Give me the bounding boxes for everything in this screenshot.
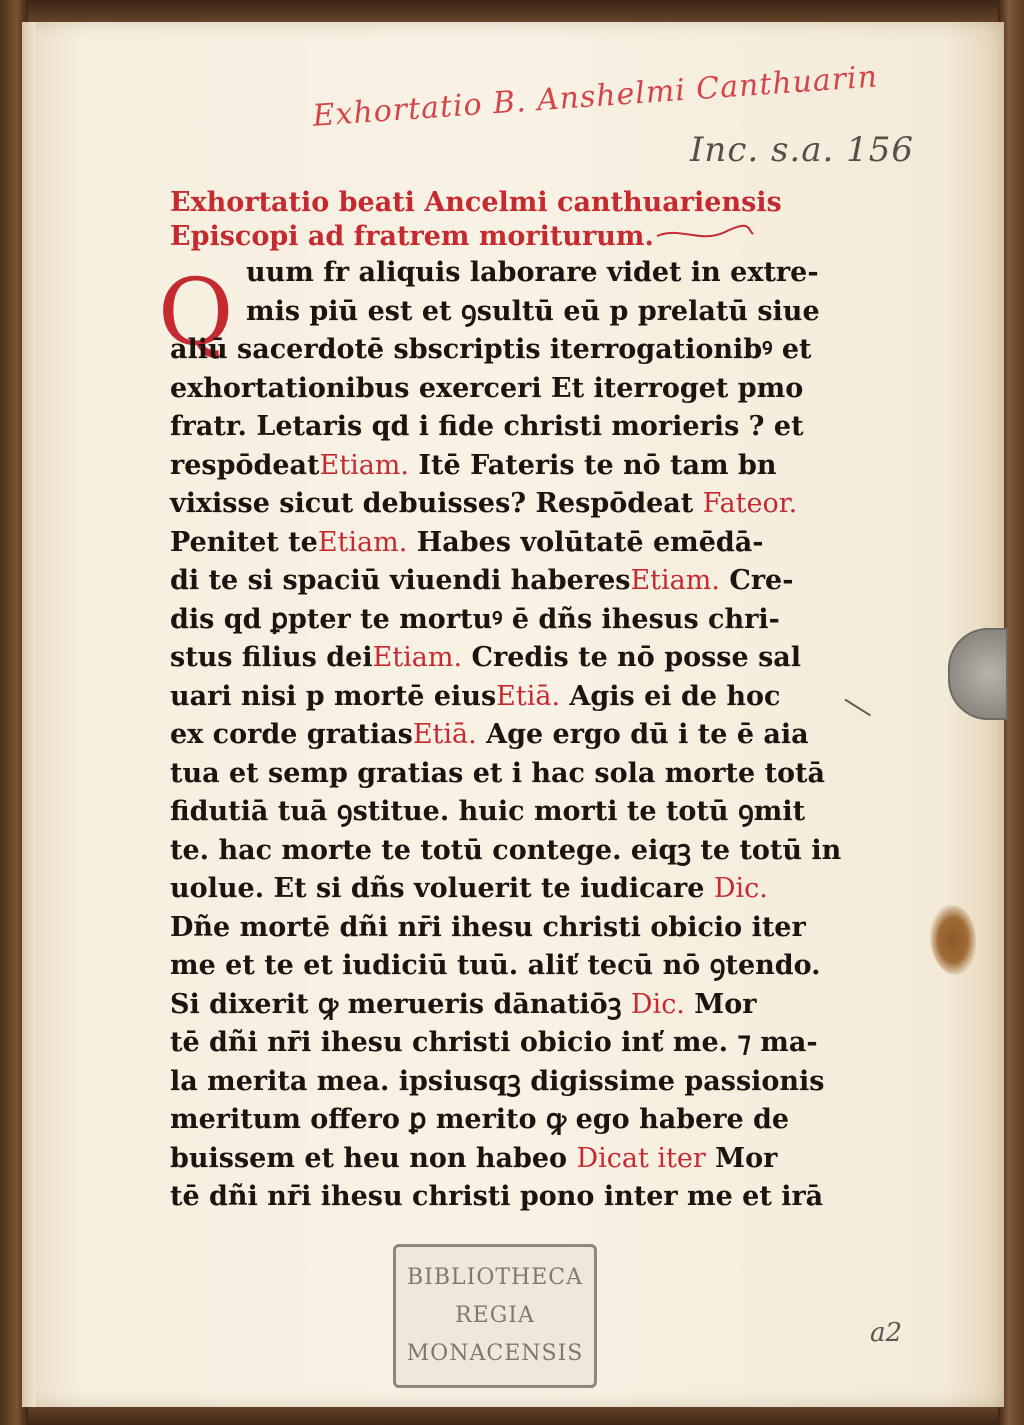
text-line xyxy=(170,986,820,1025)
text-line xyxy=(170,331,820,370)
rubric-word: Etiam. xyxy=(630,565,720,596)
text-segment: uari nisi p mortē eius xyxy=(170,680,497,712)
text-line xyxy=(170,832,842,871)
text-segment: exhortationibus exerceri Et iterroget pmo xyxy=(170,372,804,404)
initial-letter: Q xyxy=(158,259,234,366)
text-line xyxy=(170,909,820,948)
text-segment: ex corde gratias xyxy=(170,719,413,750)
rubric-word: Etiā. xyxy=(412,719,477,750)
text-segment: di te si spaciū viuendi haberes xyxy=(170,565,631,596)
text-segment: Credis te nō posse sal xyxy=(462,642,802,673)
text-segment: la merita mea. ipsiusqꝫ digissime passionis xyxy=(170,1065,825,1097)
text-line xyxy=(170,254,820,293)
text-line xyxy=(170,408,820,447)
heading-line-2: Episcopi ad fratrem moriturum. xyxy=(170,221,654,252)
text-segment: fratr. Letaris qd i fide christi morieris ? et xyxy=(170,411,804,442)
text-segment: tua et semp gratias et i hac sola morte totā xyxy=(170,757,826,789)
text-segment: vixisse sicut debuisses? Respōdeat xyxy=(170,488,703,519)
text-line xyxy=(170,1101,820,1140)
text-segment: Mor xyxy=(684,988,757,1020)
text-line xyxy=(170,447,820,486)
text-segment: tē dñi nr̄i ihesu christi obicio inť me. ⁊ ma- xyxy=(170,1027,818,1058)
text-line xyxy=(170,524,820,563)
text-line xyxy=(170,716,820,755)
stamp-line-3: MONACENSIS xyxy=(406,1341,584,1366)
text-line xyxy=(170,678,820,717)
text-line xyxy=(170,639,820,678)
text-line xyxy=(170,1178,824,1217)
rubric-word: Etiam. xyxy=(372,642,463,673)
text-segment: uum fr aliquis laborare videt in extre- xyxy=(246,257,819,288)
text-line xyxy=(170,947,820,986)
text-line xyxy=(170,1063,825,1102)
rubric-word: Etiā. xyxy=(496,680,561,712)
text-segment: dis qd ꝑpter te mortuꝰ ē dñs ihesus chri- xyxy=(170,603,780,635)
body-text xyxy=(170,254,842,1217)
text-segment: te. hac morte te totū contege. eiqꝫ te totū in xyxy=(170,834,842,866)
text-segment: Agis ei de hoc xyxy=(560,680,781,712)
text-line xyxy=(170,870,820,909)
shelfmark: Inc. s.a. 156 xyxy=(690,130,915,170)
text-segment: Cre- xyxy=(719,565,794,596)
stamp-line-2: REGIA xyxy=(455,1303,535,1328)
book-clasp xyxy=(948,628,1008,720)
rubric-word: Fateor. xyxy=(702,488,798,519)
text-segment: uolue. Et si dñs voluerit te iudicare xyxy=(170,873,714,904)
text-segment: respōdeat xyxy=(170,449,320,481)
heading-line-1: Exhortatio beati Ancelmi canthuariensis xyxy=(170,187,782,218)
text-line xyxy=(170,601,820,640)
text-segment: stus filius dei xyxy=(170,642,373,673)
rubric-word: Dic. xyxy=(713,873,768,904)
text-segment: tē dñi nr̄i ihesu christi pono inter me et irā xyxy=(170,1181,824,1212)
text-segment: mis piū est et ꝯsultū eū p prelatū siue xyxy=(246,295,820,327)
stamp-line-1: BIBLIOTHECA xyxy=(407,1265,583,1290)
rubric-word: Etiam. xyxy=(317,526,408,558)
text-segment: Age ergo dū i te ē aia xyxy=(476,719,809,750)
text-segment: Itē Fateris te nō tam bn xyxy=(409,449,777,481)
text-segment: meritum offero ꝑ merito ꝙ ego habere de xyxy=(170,1104,790,1135)
text-line xyxy=(170,293,820,332)
page-gutter xyxy=(22,22,36,1407)
rubric-word: Dicat iter xyxy=(576,1142,706,1174)
text-line xyxy=(170,1140,820,1179)
text-segment: Si dixerit ꝙ merueris dānatiōꝫ xyxy=(170,988,631,1020)
text-line xyxy=(170,562,820,601)
text-segment: Dñe mortē dñi nr̄i ihesu christi obicio iter xyxy=(170,911,806,943)
text-line xyxy=(170,793,820,832)
text-line xyxy=(170,1024,820,1063)
rubric-word: Dic. xyxy=(630,988,685,1020)
text-segment: Mor xyxy=(705,1142,778,1174)
text-segment: me et te et iudiciū tuū. aliť tecū nō ꝯtendo. xyxy=(170,950,821,981)
text-line xyxy=(170,755,826,794)
text-segment: Habes volūtatē emēdā- xyxy=(407,526,764,558)
text-segment: Penitet te xyxy=(170,526,318,558)
text-segment: aliū sacerdotē sbscriptis iterrogationibꝰ et xyxy=(170,334,812,365)
manuscript-title: Exhortatio B. Anshelmi Canthuarin xyxy=(311,59,880,134)
library-stamp xyxy=(393,1244,597,1388)
signature-mark: a2 xyxy=(870,1318,903,1348)
text-line xyxy=(170,370,820,409)
text-segment: buissem et heu non habeo xyxy=(170,1142,577,1174)
rubric-word: Etiam. xyxy=(319,449,409,481)
text-block xyxy=(170,186,842,1217)
text-segment: fidutiā tuā ꝯstitue. huic morti te totū ꝯmit xyxy=(170,796,806,827)
text-line xyxy=(170,485,820,524)
